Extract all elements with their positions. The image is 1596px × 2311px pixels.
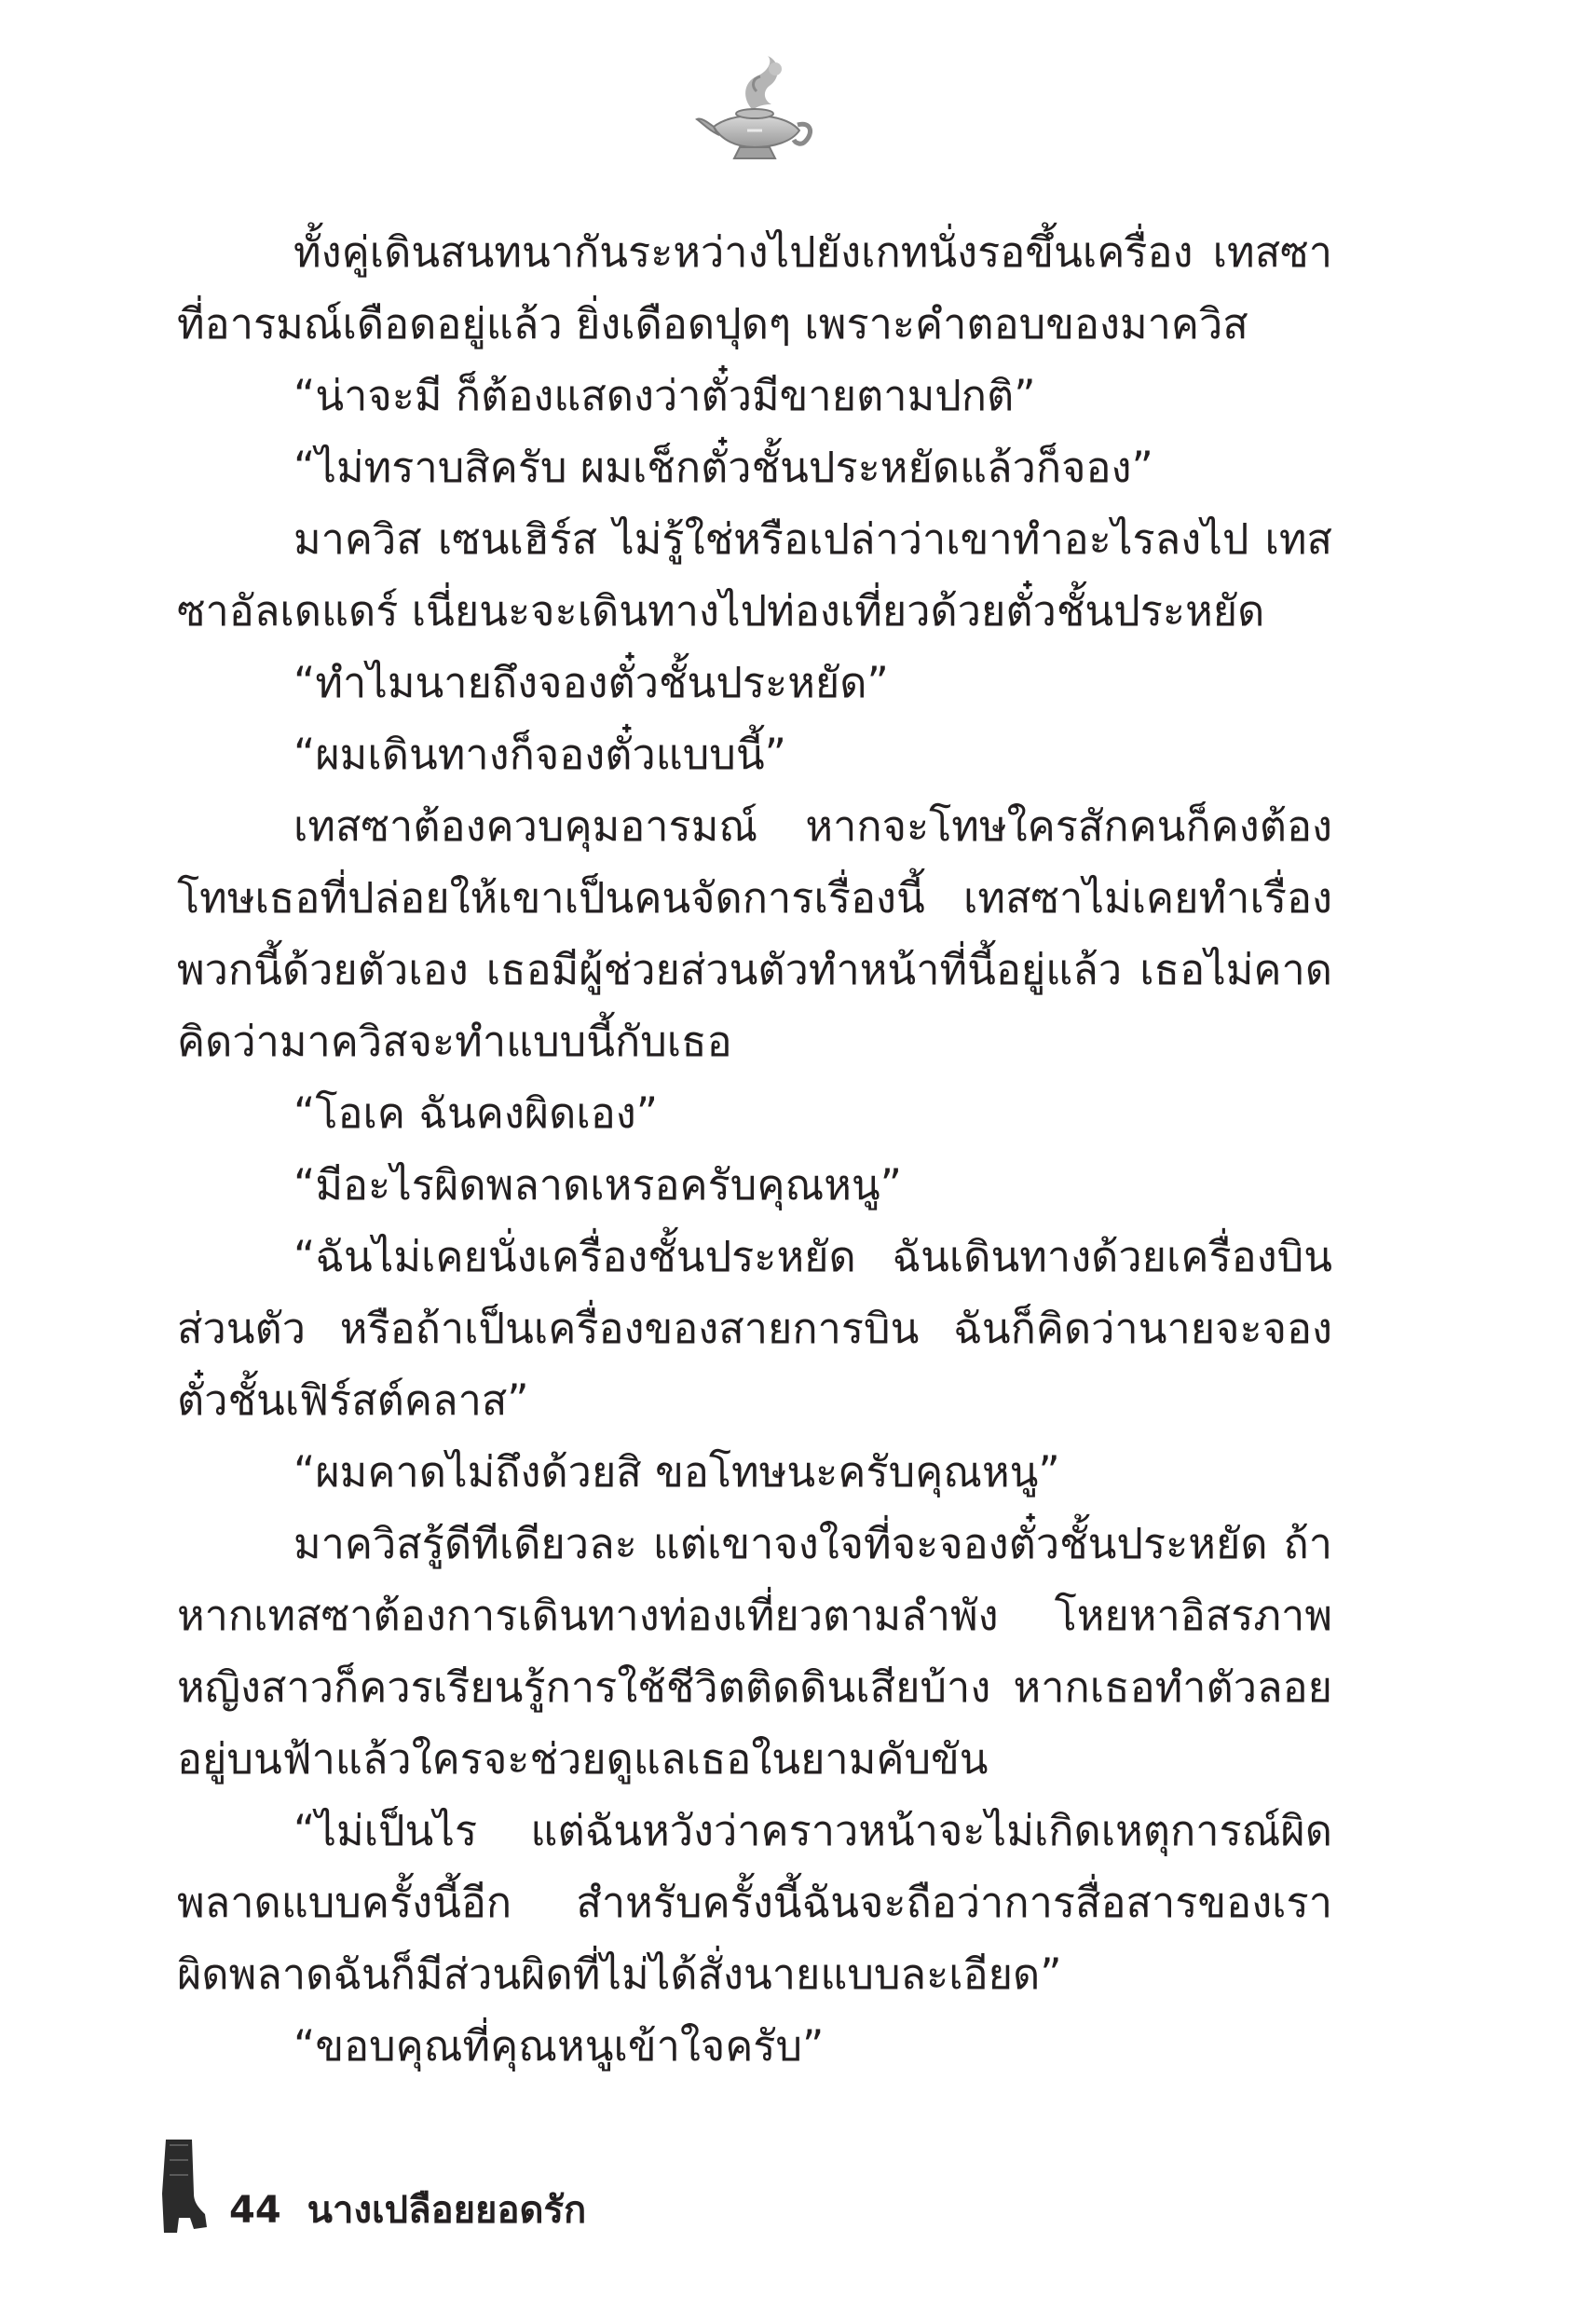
paragraph: มาควิส เซนเฮิร์ส ไม่รู้ใช่หรือเปล่าว่าเขาทำอะไรลงไป เทสซาอัลเดแดร์ เนี่ยนะจะเดินทางไปท่องเที่ยวด้วยตั๋วชั้นประหยัด <box>177 514 1332 636</box>
book-title: นางเปลือยยอดรัก <box>307 2189 587 2232</box>
paragraph: “ฉันไม่เคยนั่งเครื่องชั้นประหยัด ฉันเดินทางด้วยเครื่องบินส่วนตัว หรือถ้าเป็นเครื่องของสายการบิน ฉันก็คิดว่านายจะจองตั๋วชั้นเฟิร์สต์คลาส” <box>177 1232 1332 1425</box>
page-number: 44 <box>229 2189 281 2232</box>
paragraph: “ผมเดินทางก็จองตั๋วแบบนี้” <box>293 730 786 779</box>
boot-icon <box>157 2138 209 2235</box>
paragraph: “ไม่ทราบสิครับ ผมเช็กตั๋วชั้นประหยัดแล้วก็จอง” <box>293 443 1153 492</box>
genie-lamp-icon <box>695 54 816 166</box>
paragraph: มาควิสรู้ดีทีเดียวละ แต่เขาจงใจที่จะจองตั๋วชั้นประหยัด ถ้าหากเทสซาต้องการเดินทางท่องเที่ยวตามลำพัง โหยหาอิสรภาพ หญิงสาวก็ควรเรียนรู้การใช้ชีวิตติดดินเสียบ้าง หากเธอทำตัวลอยอยู่บนฟ้าแล้วใครจะช่วยดูแลเธอในยามคับขัน <box>177 1519 1332 1784</box>
page-footer <box>157 2132 586 2235</box>
paragraph: “น่าจะมี ก็ต้องแสดงว่าตั๋วมีขายตามปกติ” <box>293 371 1036 420</box>
paragraph: “มีอะไรผิดพลาดเหรอครับคุณหนู” <box>293 1160 902 1210</box>
paragraph: “ขอบคุณที่คุณหนูเข้าใจครับ” <box>293 2021 825 2071</box>
body-text <box>177 216 1332 2082</box>
paragraph: “โอเค ฉันคงผิดเอง” <box>293 1088 659 1138</box>
paragraph: “ผมคาดไม่ถึงด้วยสิ ขอโทษนะครับคุณหนู” <box>293 1447 1060 1497</box>
paragraph: “ทำไมนายถึงจองตั๋วชั้นประหยัด” <box>293 658 889 707</box>
paragraph: “ไม่เป็นไร แต่ฉันหวังว่าคราวหน้าจะไม่เกิดเหตุการณ์ผิดพลาดแบบครั้งนี้อีก สำหรับครั้งนี้ฉันจะถือว่าการสื่อสารของเราผิดพลาดฉันก็มีส่วนผิดที่ไม่ได้สั่งนายแบบละเอียด” <box>177 1806 1332 1999</box>
paragraph: ทั้งคู่เดินสนทนากันระหว่างไปยังเกทนั่งรอขึ้นเครื่อง เทสซาที่อารมณ์เดือดอยู่แล้ว ยิ่งเดือดปุดๆ เพราะคำตอบของมาควิส <box>177 227 1332 349</box>
paragraph: เทสซาต้องควบคุมอารมณ์ หากจะโทษใครสักคนก็คงต้องโทษเธอที่ปล่อยให้เขาเป็นคนจัดการเรื่องนี้ เทสซาไม่เคยทำเรื่องพวกนี้ด้วยตัวเอง เธอมีผู้ช่วยส่วนตัวทำหน้าที่นี้อยู่แล้ว เธอไม่คาดคิดว่ามาควิสจะทำแบบนี้กับเธอ <box>177 801 1332 1066</box>
